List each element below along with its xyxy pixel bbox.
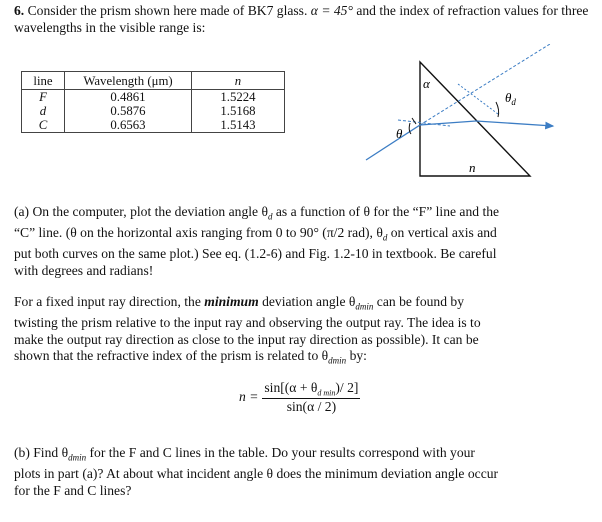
part-b-text-1a: (b) Find θ xyxy=(14,445,69,460)
cell-index: 1.5143 xyxy=(192,118,285,133)
min-dev-sub-4: dmin xyxy=(328,355,347,366)
formula-num-end: )/ 2] xyxy=(335,380,359,395)
intro-text-b: and the index of refraction values for three wavelengths in the visible range is: xyxy=(14,3,589,35)
question-intro xyxy=(14,3,594,36)
prism-diagram xyxy=(358,44,558,194)
min-dev-line: make the output ray direction as close to the input ray direction as possible). It can be xyxy=(14,331,479,347)
index-table xyxy=(21,71,285,133)
cell-line: d xyxy=(22,104,65,118)
cell-line: F xyxy=(22,90,65,105)
part-a-line xyxy=(14,225,594,246)
formula-numerator xyxy=(262,380,360,398)
header-wavelength: Wavelength (μm) xyxy=(65,72,192,90)
cell-index: 1.5168 xyxy=(192,104,285,118)
refracted-ray xyxy=(420,121,476,125)
theta-label: θ xyxy=(396,126,403,141)
min-dev-text-4b: by: xyxy=(346,348,367,364)
min-dev-sub-1: dmin xyxy=(355,301,374,312)
n-label: n xyxy=(469,160,476,175)
part-a-line: with degrees and radians! xyxy=(14,262,154,278)
alpha-label: α xyxy=(423,76,430,91)
min-dev-line xyxy=(14,348,594,369)
exit-normal-line xyxy=(458,84,498,114)
part-b-text xyxy=(14,445,594,499)
part-a-line xyxy=(14,204,594,225)
cell-index: 1.5224 xyxy=(192,90,285,105)
part-b-line xyxy=(14,445,594,466)
table-row xyxy=(22,104,285,118)
incident-ray xyxy=(366,125,420,160)
min-dev-line xyxy=(14,294,594,315)
incident-ray-extension xyxy=(420,44,550,125)
output-ray xyxy=(476,121,553,126)
part-a-line: put both curves on the same plot.) See eq. (1.2-6) and Fig. 1.2-10 in textbook. Be careful xyxy=(14,246,497,262)
cell-wavelength: 0.6563 xyxy=(65,118,192,133)
part-a-sub-1: d xyxy=(267,211,273,222)
part-a-text-1b: as a function of θ for the “F” line and the xyxy=(272,204,500,219)
part-a-text-2: “C” line. (θ on the horizontal axis ranging from 0 to 90° (π/2 rad), θ xyxy=(14,225,383,241)
cell-wavelength: 0.5876 xyxy=(65,104,192,118)
formula-num-sub: d min xyxy=(317,388,336,398)
formula-denominator: sin(α / 2) xyxy=(286,398,337,414)
cell-wavelength: 0.4861 xyxy=(65,90,192,105)
min-dev-text-4a: shown that the refractive index of the prism is related to θ xyxy=(14,348,329,364)
cell-line: C xyxy=(22,118,65,133)
min-dev-emph: minimum xyxy=(204,294,259,309)
header-n: n xyxy=(192,72,285,90)
part-b-text-1b: for the F and C lines in the table. Do your results correspond with your xyxy=(86,445,475,460)
part-a-text xyxy=(14,204,594,279)
min-dev-line: twisting the prism relative to the input ray and observing the output ray. The idea is to xyxy=(14,315,481,331)
alpha-value: α = 45° xyxy=(310,3,353,18)
theta-mark xyxy=(412,118,416,124)
theta-d-subscript: d xyxy=(511,97,516,107)
table-header-row xyxy=(22,72,285,90)
table-row xyxy=(22,118,285,133)
part-a-sub-2: d xyxy=(382,232,388,243)
theta-d-arc xyxy=(496,102,499,117)
theta-d-label xyxy=(505,90,516,107)
formula-num-text: sin[(α + θ xyxy=(264,380,318,395)
prism-triangle xyxy=(420,62,530,176)
index-formula xyxy=(238,380,360,415)
part-a-text-1: (a) On the computer, plot the deviation angle θ xyxy=(14,204,268,219)
min-dev-text-1a: For a fixed input ray direction, the xyxy=(14,294,205,309)
header-line: line xyxy=(22,72,65,90)
part-b-sub-1: dmin xyxy=(68,452,87,463)
formula-lhs: n = xyxy=(239,389,259,405)
part-b-line: for the F and C lines? xyxy=(14,482,132,498)
intro-text-a: Consider the prism shown here made of BK7 glass. xyxy=(27,3,308,18)
theta-d-symbol: θ xyxy=(505,90,512,105)
part-a-text-2b: on vertical axis and xyxy=(387,225,497,241)
part-b-line: plots in part (a)? At about what incident angle θ does the minimum deviation angle occur xyxy=(14,466,499,482)
min-deviation-text xyxy=(14,294,594,369)
question-number: 6. xyxy=(14,3,25,18)
min-dev-text-1b: deviation angle θ xyxy=(258,294,356,309)
min-dev-text-1c: can be found by xyxy=(373,294,465,309)
table-row xyxy=(22,90,285,105)
